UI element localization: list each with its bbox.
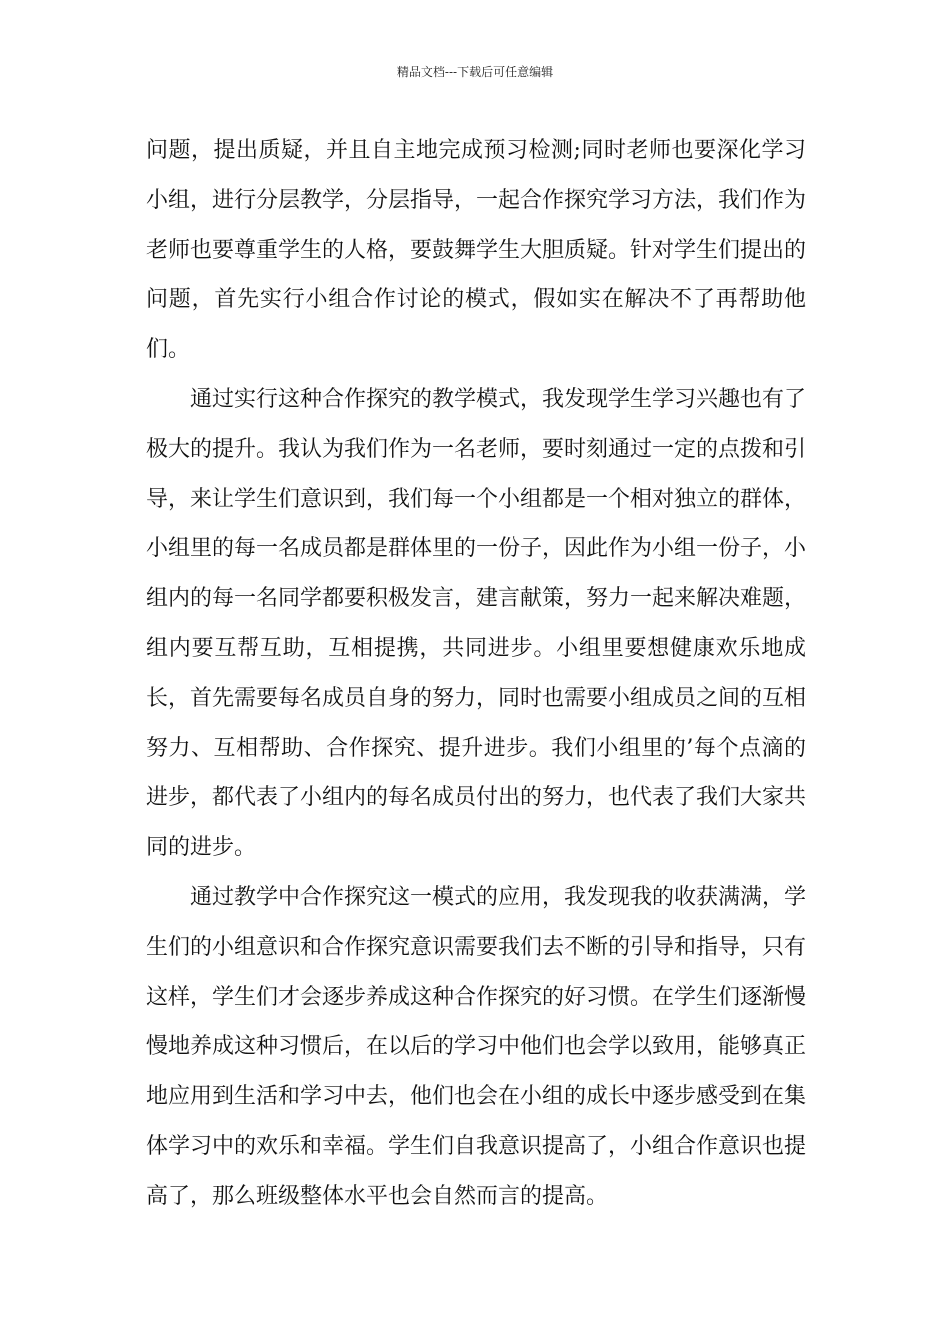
page-header: 精品文档---下载后可任意编辑 [396, 65, 554, 79]
document-body [146, 126, 806, 1222]
paragraph-continued: 问题，提出质疑，并且自主地完成预习检测;同时老师也要深化学习小组，进行分层教学，分层指导，一起合作探究学习方法，我们作为老师也要尊重学生的人格，要鼓舞学生大胆质疑。针对学生们提出的问题，首先实行小组合作讨论的模式，假如实在解决不了再帮助他们。 [146, 138, 807, 363]
paragraph: 通过实行这种合作探究的教学模式，我发现学生学习兴趣也有了极大的提升。我认为我们作为一名老师，要时刻通过一定的点拨和引导，来让学生们意识到，我们每一个小组都是一个相对独立的群体，小组里的每一名成员都是群体里的一份子，因此作为小组一份子，小组内的每一名同学都要积极发言，建言献策，努力一起来解决难题，组内要互帮互助，互相提携，共同进步。小组里要想健康欢乐地成长，首先需要每名成员自身的努力，同时也需要小组成员之间的互相努力、互相帮助、合作探究、提升进步。我们小组里的’每个点滴的进步，都代表了小组内的每名成员付出的努力，也代表了我们大家共同的进步。 [146, 386, 807, 861]
paragraph: 通过教学中合作探究这一模式的应用，我发现我的收获满满，学生们的小组意识和合作探究意识需要我们去不断的引导和指导，只有这样，学生们才会逐步养成这种合作探究的好习惯。在学生们逐渐慢慢地养成这种习惯后，在以后的学习中他们也会学以致用，能够真正地应用到生活和学习中去，他们也会在小组的成长中逐步感受到在集体学习中的欢乐和幸福。学生们自我意识提高了，小组合作意识也提高了，那么班级整体水平也会自然而言的提高。 [146, 884, 807, 1209]
